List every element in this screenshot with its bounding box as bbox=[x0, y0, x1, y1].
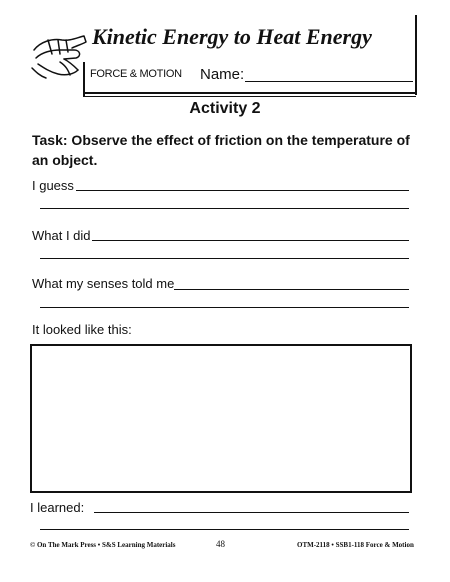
name-field[interactable] bbox=[245, 81, 413, 82]
did-label: What I did bbox=[32, 228, 91, 243]
guess-line-2[interactable] bbox=[40, 208, 409, 209]
header-rule bbox=[83, 92, 416, 94]
looked-label: It looked like this: bbox=[32, 322, 132, 337]
learned-line-2[interactable] bbox=[40, 529, 409, 530]
learned-label: I learned: bbox=[30, 500, 85, 515]
did-line-1[interactable] bbox=[92, 240, 409, 241]
footer-copyright: © On The Mark Press • S&S Learning Materials bbox=[30, 541, 176, 549]
learned-line-1[interactable] bbox=[94, 512, 409, 513]
senses-label: What my senses told me bbox=[32, 276, 175, 291]
guess-line-1[interactable] bbox=[76, 190, 409, 191]
drawing-box[interactable] bbox=[30, 344, 412, 493]
senses-line-1[interactable] bbox=[174, 289, 409, 290]
did-line-2[interactable] bbox=[40, 258, 409, 259]
header-rule-thin bbox=[83, 96, 416, 97]
senses-line-2[interactable] bbox=[40, 307, 409, 308]
task-text: Task: Observe the effect of friction on the temperature of an object. bbox=[32, 132, 410, 168]
guess-label: I guess bbox=[32, 178, 74, 193]
footer-code: OTM-2118 • SSB1-118 Force & Motion bbox=[297, 541, 414, 549]
page-title: Kinetic Energy to Heat Energy bbox=[92, 24, 372, 49]
page-number: 48 bbox=[216, 539, 225, 549]
activity-heading: Activity 2 bbox=[189, 100, 261, 117]
name-label: Name: bbox=[200, 66, 245, 83]
series-logo-text: FORCE & MOTION bbox=[90, 68, 182, 80]
hands-rubbing-icon bbox=[30, 28, 90, 83]
